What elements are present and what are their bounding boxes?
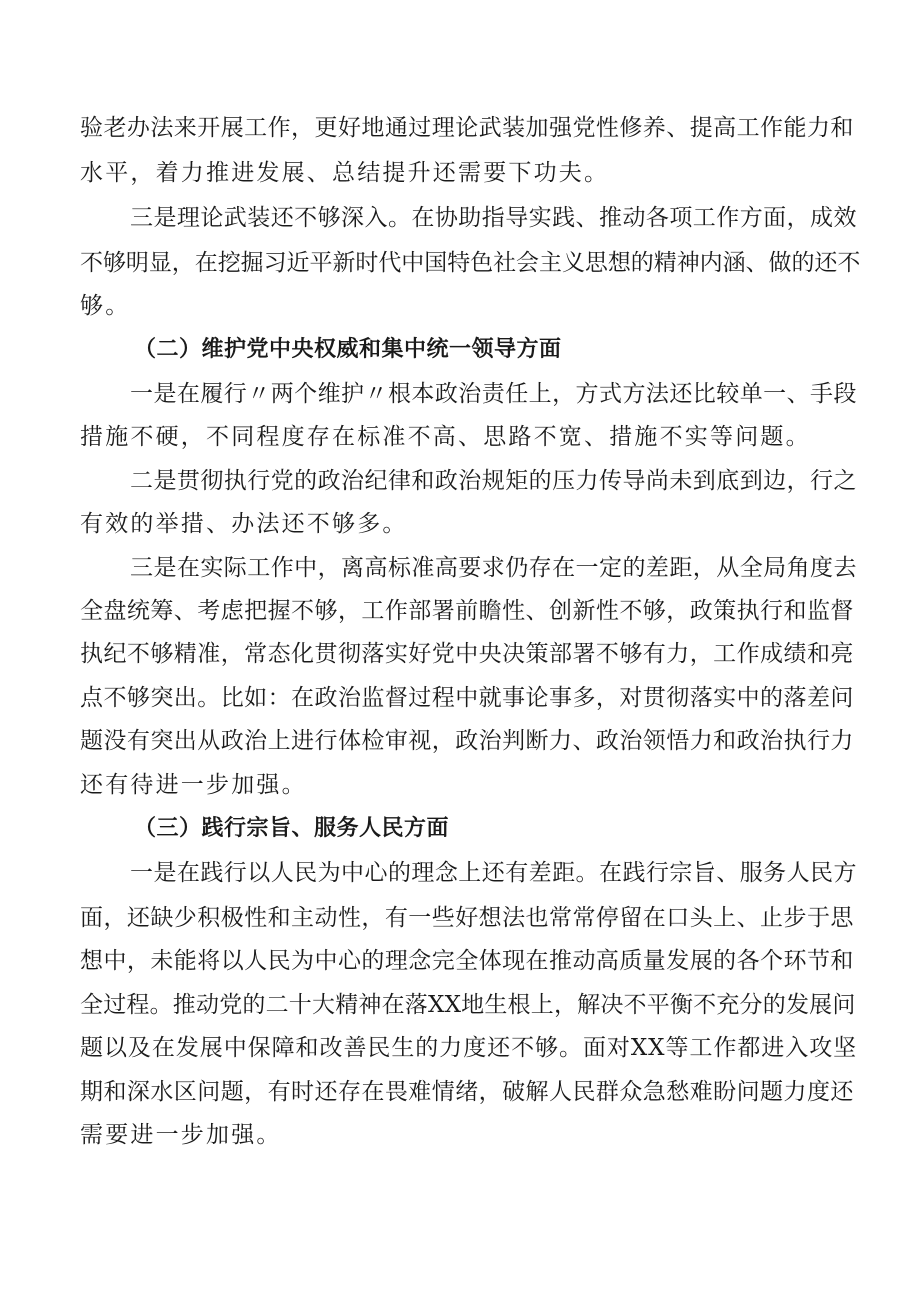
paragraph-line: 验老办法来开展工作，更好地通过理论武装加强党性修养、提高工作能力和 [80,115,854,141]
paragraph-line: 不够明显，在挖掘习近平新时代中国特色社会主义思想的精神内涵、做的还不 [80,250,861,276]
paragraph-line: 全盘统筹、考虑把握不够，工作部署前瞻性、创新性不够，政策执行和监督 [80,598,854,624]
paragraph-line: 还有待进一步加强。 [80,772,307,798]
paragraph-line: 一是在践行以人民为中心的理念上还有差距。在践行宗旨、服务人民方 [130,860,857,886]
paragraph-line: 题以及在发展中保障和改善民生的力度还不够。面对XX等工作都进入攻坚 [80,1035,858,1061]
paragraph-line: 面，还缺少积极性和主动性，有一些好想法也常常停留在口头上、止步于思 [80,905,854,931]
paragraph-line: 够。 [80,293,131,319]
paragraph-line: 三是理论武装还不够深入。在协助指导实践、推动各项工作方面，成效 [130,205,857,231]
section-heading: （二）维护党中央权威和集中统一领导方面 [134,337,562,362]
paragraph-line: 全过程。推动党的二十大精神在落XX地生根上，解决不平衡不充分的发展问 [80,992,856,1018]
paragraph-line: 需要进一步加强。 [80,1122,282,1148]
paragraph-line: 执纪不够精准，常态化贯彻落实好党中央决策部署不够有力，工作成绩和亮 [80,641,854,667]
paragraph-line: 一是在履行〃两个维护〃根本政治责任上，方式方法还比较单一、手段 [130,381,857,407]
paragraph-line: 想中，未能将以人民为中心的理念完全体现在推动高质量发展的各个环节和 [80,948,854,974]
paragraph-line: 有效的举措、办法还不够多。 [80,511,408,537]
paragraph-line: 题没有突出从政治上进行体检审视，政治判断力、政治领悟力和政治执行力 [80,728,854,754]
paragraph-line: 水平，着力推进发展、总结提升还需要下功夫。 [80,160,610,186]
section-heading: （三）践行宗旨、服务人民方面 [134,816,450,841]
paragraph-line: 二是贯彻执行党的政治纪律和政治规矩的压力传导尚未到底到边，行之 [130,468,857,494]
paragraph-line: 期和深水区问题，有时还存在畏难情绪，破解人民群众急愁难盼问题力度还 [80,1079,854,1105]
paragraph-line: 三是在实际工作中，离高标准高要求仍存在一定的差距，从全局角度去 [130,555,857,581]
paragraph-line: 点不够突出。比如：在政治监督过程中就事论事多，对贯彻落实中的落差问 [80,685,854,711]
paragraph-line: 措施不硬，不同程度存在标准不高、思路不宽、措施不实等问题。 [80,424,811,450]
